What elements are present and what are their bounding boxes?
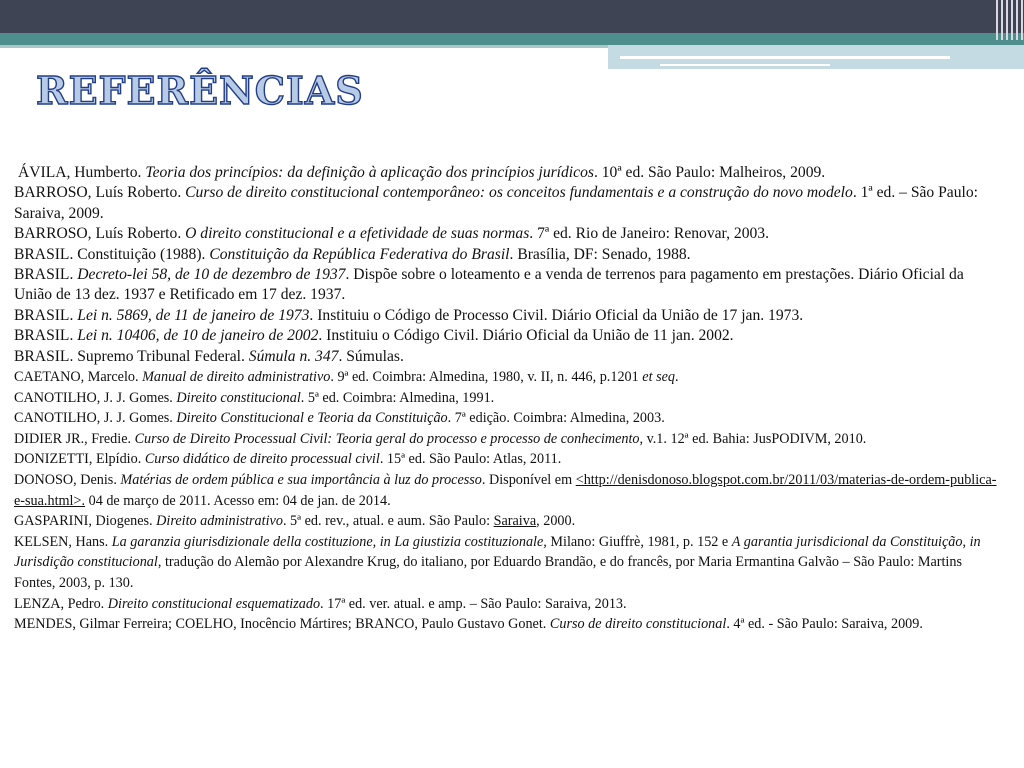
reference-text: BRASIL. Constituição (1988).	[14, 245, 210, 263]
reference-text: BRASIL.	[14, 327, 78, 345]
reference-text: . 5ª ed. rev., atual. e aum. São Paulo:	[282, 513, 494, 530]
reference-text: ÁVILA, Humberto.	[18, 164, 146, 181]
reference-text: , v.1. 12ª ed. Bahia: JusPODIVM, 2010.	[639, 430, 867, 447]
reference-text: . Dispõe sobre o loteamento e a venda de terrenos para pagamento em prestações. Diário Oficial da União de 13 dez. 1937 e Retificado em 17 dez. 1937.	[14, 266, 964, 304]
reference-text: . 9ª ed. Coimbra: Almedina, 1980, v. II, n. 446, p.1201	[330, 369, 643, 386]
reference-entry	[14, 163, 1004, 183]
reference-text: MENDES, Gilmar Ferreira; COELHO, Inocêncio Mártires; BRANCO, Paulo Gustavo Gonet.	[14, 616, 550, 633]
reference-text: Decreto-lei 58, de 10 de dezembro de 1937	[77, 266, 346, 284]
reference-text: . Instituiu o Código Civil. Diário Oficial da União de 11 jan. 2002.	[318, 327, 734, 345]
reference-text: Lei n. 5869, de 11 de janeiro de 1973	[77, 306, 310, 324]
reference-text: Direito constitucional esquematizado	[107, 595, 321, 612]
reference-text: . Brasília, DF: Senado, 1988.	[509, 245, 691, 263]
reference-entry	[14, 594, 1004, 615]
reference-text: O direito constitucional e a efetividade de suas normas	[185, 225, 530, 243]
reference-text: Curso de direito constitucional contemporâneo: os conceitos fundamentais e a construção do novo modelo	[185, 184, 853, 202]
reference-text: 04 de março de 2011. Acesso em: 04 de jan. de 2014.	[85, 492, 391, 509]
reference-text: ,	[962, 533, 970, 550]
reference-link-text[interactable]: Saraiva	[493, 513, 537, 530]
reference-text: KELSEN, Hans.	[14, 533, 112, 550]
reference-text: . 4ª ed. - São Paulo: Saraiva, 2009.	[726, 616, 923, 633]
reference-entry	[14, 183, 1004, 224]
reference-text: DONOSO, Denis.	[14, 472, 121, 489]
reference-text: BRASIL. Supremo Tribunal Federal.	[14, 347, 249, 365]
reference-entry	[14, 614, 1004, 635]
reference-text: DIDIER JR., Fredie.	[14, 430, 135, 447]
reference-text: in Jurisdição constitucional	[14, 533, 981, 571]
reference-text: Manual de direito administrativo	[142, 369, 331, 386]
reference-entry	[14, 470, 1004, 511]
reference-text: Direito constitucional	[176, 389, 301, 406]
reference-text: Curso didático de direito processual civil	[144, 451, 380, 468]
reference-text: . 7ª ed. Rio de Janeiro: Renovar, 2003.	[529, 225, 769, 243]
reference-entry	[14, 429, 1004, 450]
reference-link-text[interactable]: <http://denisdonoso.blogspot.com.br/2011/03/materias-de-ordem-publica-e-sua.html>.	[14, 472, 997, 509]
reference-text: La garanzia giurisdizionale della costituzione, in La giustizia costituzionale,	[111, 533, 547, 550]
reference-entry	[14, 511, 1004, 532]
reference-text: . 10ª ed. São Paulo: Malheiros, 2009.	[593, 164, 826, 181]
reference-entry	[14, 388, 1004, 409]
reference-text: BARROSO, Luís Roberto.	[14, 184, 186, 202]
reference-text: BRASIL.	[14, 266, 78, 284]
reference-text: Constituição da República Federativa do Brasil	[209, 245, 510, 263]
reference-text: . 17ª ed. ver. atual. e amp. – São Paulo: Saraiva, 2013.	[320, 595, 627, 612]
reference-text: Milano: Giuffrè, 1981, p. 152 e	[546, 533, 732, 550]
reference-text: Curso de Direito Processual Civil: Teoria geral do processo e processo de conhecimento	[134, 430, 640, 447]
reference-entry	[14, 265, 1004, 306]
header-dark-band	[0, 0, 1024, 33]
header-vertical-bars	[994, 0, 1024, 40]
reference-text: LENZA, Pedro.	[14, 595, 108, 612]
reference-entry	[14, 449, 1004, 470]
reference-text: DONIZETTI, Elpídio.	[14, 451, 145, 468]
reference-entry	[14, 224, 1004, 244]
reference-text: Súmula n. 347	[248, 347, 339, 365]
reference-text: Lei n. 10406, de 10 de janeiro de 2002	[77, 327, 319, 345]
reference-text: CANOTILHO, J. J. Gomes.	[14, 389, 177, 406]
reference-entry	[14, 306, 1004, 326]
reference-text: . 5ª ed. Coimbra: Almedina, 1991.	[300, 389, 495, 406]
reference-text: CANOTILHO, J. J. Gomes.	[14, 410, 177, 427]
reference-text: . Disponível em	[481, 472, 576, 489]
reference-text: BRASIL.	[14, 306, 78, 324]
reference-text: . 15ª ed. São Paulo: Atlas, 2011.	[379, 451, 562, 468]
reference-text: . 7ª edição. Coimbra: Almedina, 2003.	[447, 410, 665, 427]
page-title: REFERÊNCIAS	[36, 68, 364, 113]
reference-text: , tradução do Alemão por Alexandre Krug, do italiano, por Eduardo Brandão, e do francês, por Maria Ermantina Galvão – São Paulo: Martins Fontes, 2003, p. 130.	[14, 554, 962, 591]
reference-list	[14, 163, 1004, 635]
reference-text: Curso de direito constitucional	[549, 616, 727, 633]
reference-text: . 1ª ed. – São Paulo: Saraiva, 2009.	[14, 184, 978, 222]
header-white-line	[620, 56, 950, 59]
reference-text: . Instituiu o Código de Processo Civil. Diário Oficial da União de 17 jan. 1973.	[309, 306, 804, 324]
reference-entry	[14, 532, 1004, 594]
reference-text: Teoria dos princípios: da definição à aplicação dos princípios jurídicos	[145, 164, 594, 181]
reference-text: BARROSO, Luís Roberto.	[14, 225, 186, 243]
header-teal-band	[0, 33, 1024, 45]
reference-entry	[14, 245, 1004, 265]
reference-text: et seq	[642, 369, 675, 386]
header-white-line-short	[660, 64, 830, 66]
reference-text: GASPARINI, Diogenes.	[14, 513, 157, 530]
reference-text: . Súmulas.	[338, 347, 404, 365]
reference-entry	[14, 408, 1004, 429]
reference-entry	[14, 347, 1004, 367]
reference-entry	[14, 367, 1004, 388]
reference-text: , 2000.	[536, 513, 576, 530]
reference-text: Matérias de ordem pública e sua importância à luz do processo	[120, 472, 482, 489]
reference-text: .	[674, 369, 679, 386]
reference-text: Direito administrativo	[156, 513, 283, 530]
reference-text: CAETANO, Marcelo.	[14, 369, 143, 386]
reference-entry	[14, 326, 1004, 346]
reference-text: A garantia jurisdicional da Constituição	[731, 533, 963, 550]
reference-text: Direito Constitucional e Teoria da Constituição	[176, 410, 448, 427]
